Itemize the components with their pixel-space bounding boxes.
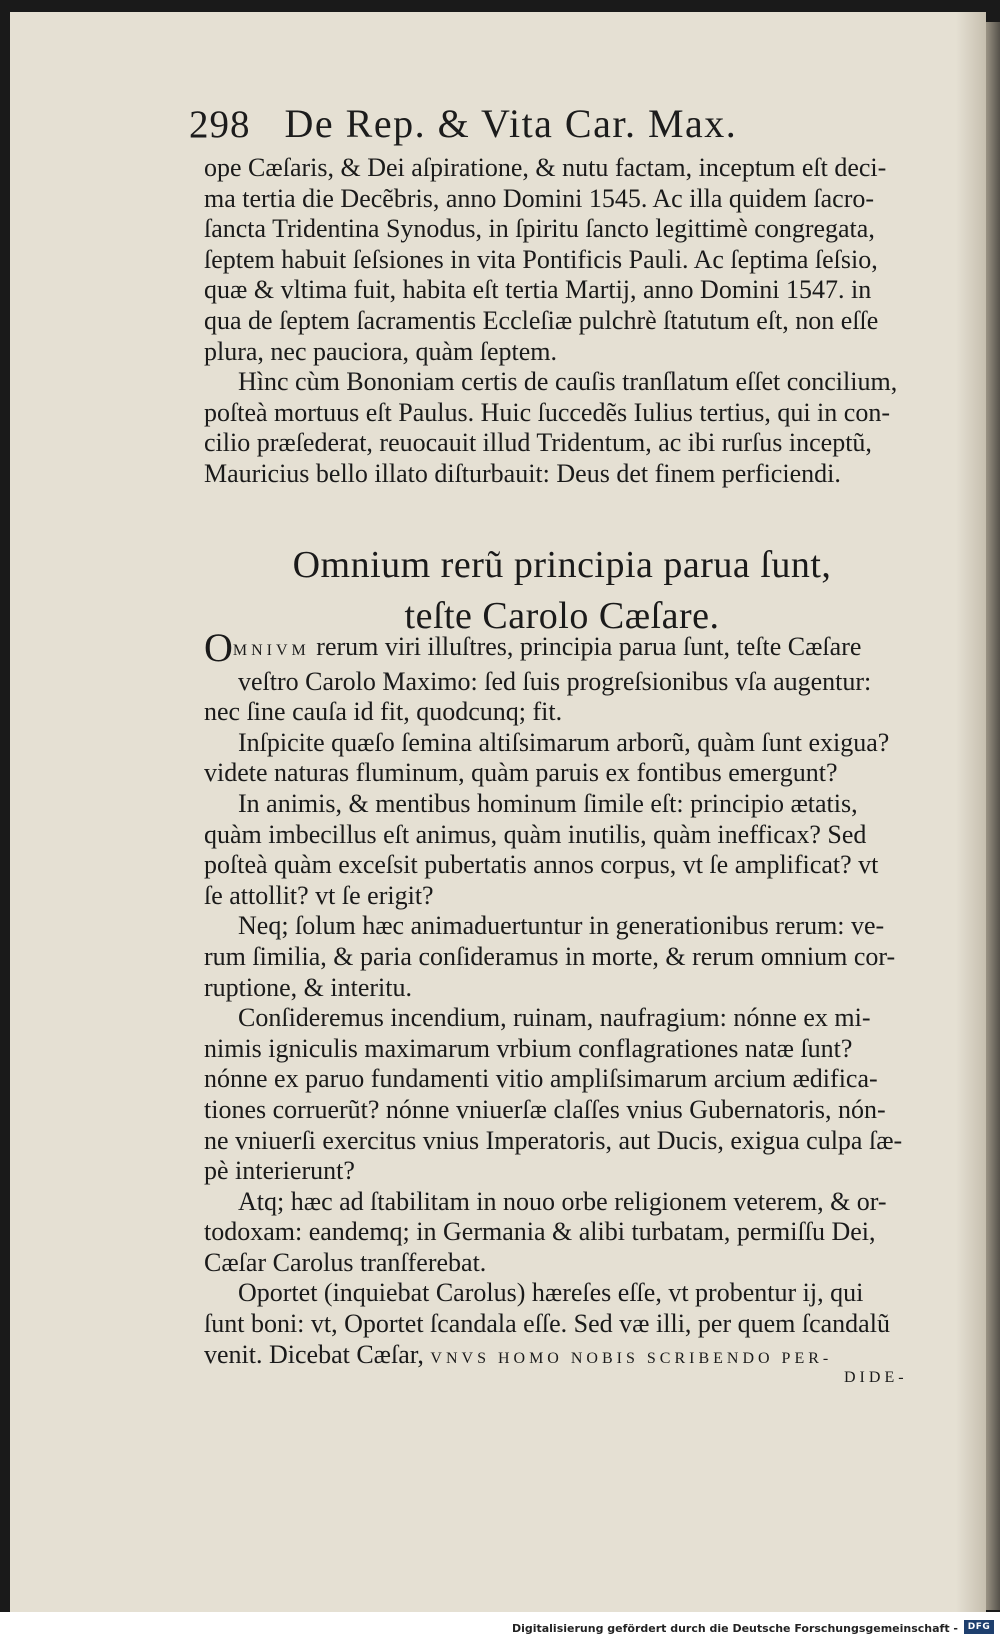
- text-line: ſe attollit? vt ſe erigit?: [204, 880, 434, 910]
- text-line-first: [204, 625, 920, 670]
- text-line: quàm imbecillus eſt animus, quàm inutilis, quàm inefficax? Sed: [204, 819, 867, 849]
- last-line-text: venit. Dicebat Cæſar,: [204, 1339, 431, 1369]
- text-line: Atq; hæc ad ſtabilitam in nouo orbe religionem veterem, & or-: [238, 1186, 887, 1216]
- text-line: ope Cæſaris, & Dei aſpiratione, & nutu factam, inceptum eſt deci-: [204, 153, 887, 182]
- text-block-continuation: [204, 153, 920, 490]
- text-line: ma tertia die Decẽbris, anno Domini 1545. Ac illa quidem ſacro-: [204, 183, 875, 213]
- drop-cap: O: [204, 625, 233, 670]
- small-caps-quote: VNVS HOMO NOBIS SCRIBENDO PER-: [430, 1349, 833, 1367]
- funding-notice: Digitalisierung gefördert durch die Deutsche Forschungsgemeinschaft -: [511, 1622, 958, 1635]
- text-line: ſeptem habuit ſeſsiones in vita Pontificis Pauli. Ac ſeptima ſeſsio,: [204, 244, 878, 274]
- text-line: ſancta Tridentina Synodus, in ſpiritu ſancto legittimè congregata,: [204, 214, 875, 244]
- text-line: ſunt boni: vt, Oportet ſcandala eſſe. Sed væ illi, per quem ſcandalũ: [204, 1309, 890, 1339]
- heading-line-1: Omnium rerũ principia parua ſunt,: [292, 544, 832, 586]
- text-block-section: [204, 625, 920, 1374]
- first-line-text: rerum viri illuſtres, principia parua ſunt, teſte Cæſare: [309, 632, 862, 661]
- page-edge-shadow: [986, 22, 1000, 1610]
- text-line: Inſpicite quæſo ſemina altiſsimarum arborũ, quàm ſunt exigua?: [238, 727, 890, 757]
- text-line: poſteà mortuus eſt Paulus. Huic ſuccedẽs Iulius tertius, qui in con-: [204, 397, 890, 427]
- text-line: nimis igniculis maximarum vrbium conflagrationes natæ ſunt?: [204, 1033, 853, 1063]
- text-line: Cæſar Carolus tranſferebat.: [204, 1247, 487, 1277]
- text-line: Oportet (inquiebat Carolus) hæreſes eſſe, vt probentur ij, qui: [238, 1278, 864, 1308]
- text-line: ne vniuerſi exercitus vnius Imperatoris, aut Ducis, exigua culpa ſæ-: [204, 1125, 903, 1155]
- text-line-last: [204, 1340, 920, 1375]
- section-heading: [204, 540, 920, 642]
- text-line: nec ſine cauſa id fit, quodcunq; fit.: [204, 697, 563, 727]
- page-number: 298: [189, 103, 251, 146]
- small-caps-opening: MNIVM: [232, 642, 310, 659]
- text-line: veſtro Carolo Maximo: ſed ſuis progreſsionibus vſa augentur:: [238, 666, 872, 696]
- text-line: In animis, & mentibus hominum ſimile eſt: principio ætatis,: [238, 788, 858, 818]
- heading-line-2: teſte Carolo Cæſare.: [404, 595, 720, 637]
- text-line: quæ & vltima fuit, habita eſt tertia Martij, anno Domini 1547. in: [204, 275, 872, 305]
- text-line: plura, nec pauciora, quàm ſeptem.: [204, 336, 558, 366]
- catchword: DIDE-: [844, 1369, 908, 1386]
- text-line: pè interierunt?: [204, 1156, 355, 1186]
- text-line: cilio præſederat, reuocauit illud Tridentum, ac ibi rurſus inceptũ,: [204, 428, 872, 458]
- text-line: tiones corruerũt? nónne vniuerſæ claſſes vnius Gubernatoris, nón-: [204, 1094, 886, 1124]
- text-line: Neq; ſolum hæc animaduertuntur in generationibus rerum: ve-: [238, 911, 885, 941]
- running-title: De Rep. & Vita Car. Max.: [284, 101, 738, 146]
- text-line: Mauricius bello illato diſturbauit: Deus det finem perficiendi.: [204, 458, 841, 488]
- text-line: rum ſimilia, & paria conſideramus in morte, & rerum omnium cor-: [204, 941, 896, 971]
- text-line: videte naturas fluminum, quàm paruis ex fontibus emergunt?: [204, 758, 838, 788]
- text-line: qua de ſeptem ſacramentis Eccleſiæ pulchrè ſtatutum eſt, non eſſe: [204, 305, 879, 335]
- text-line: Conſideremus incendium, ruinam, naufragium: nónne ex mi-: [238, 1003, 871, 1033]
- page-header: [189, 100, 829, 147]
- text-line: ruptione, & interitu.: [204, 972, 412, 1002]
- book-page: [10, 12, 986, 1612]
- text-line: poſteà quàm exceſsit pubertatis annos corpus, vt ſe amplificat? vt: [204, 850, 879, 880]
- text-line: todoxam: eandemq; in Germania & alibi turbatam, permiſſu Dei,: [204, 1217, 876, 1247]
- text-line: nónne ex paruo fundamenti vitio ampliſsimarum arcium ædifica-: [204, 1064, 878, 1094]
- text-line: Hìnc cùm Bononiam certis de cauſis tranſlatum eſſet concilium,: [238, 367, 898, 397]
- dfg-logo: DFG: [964, 1620, 994, 1634]
